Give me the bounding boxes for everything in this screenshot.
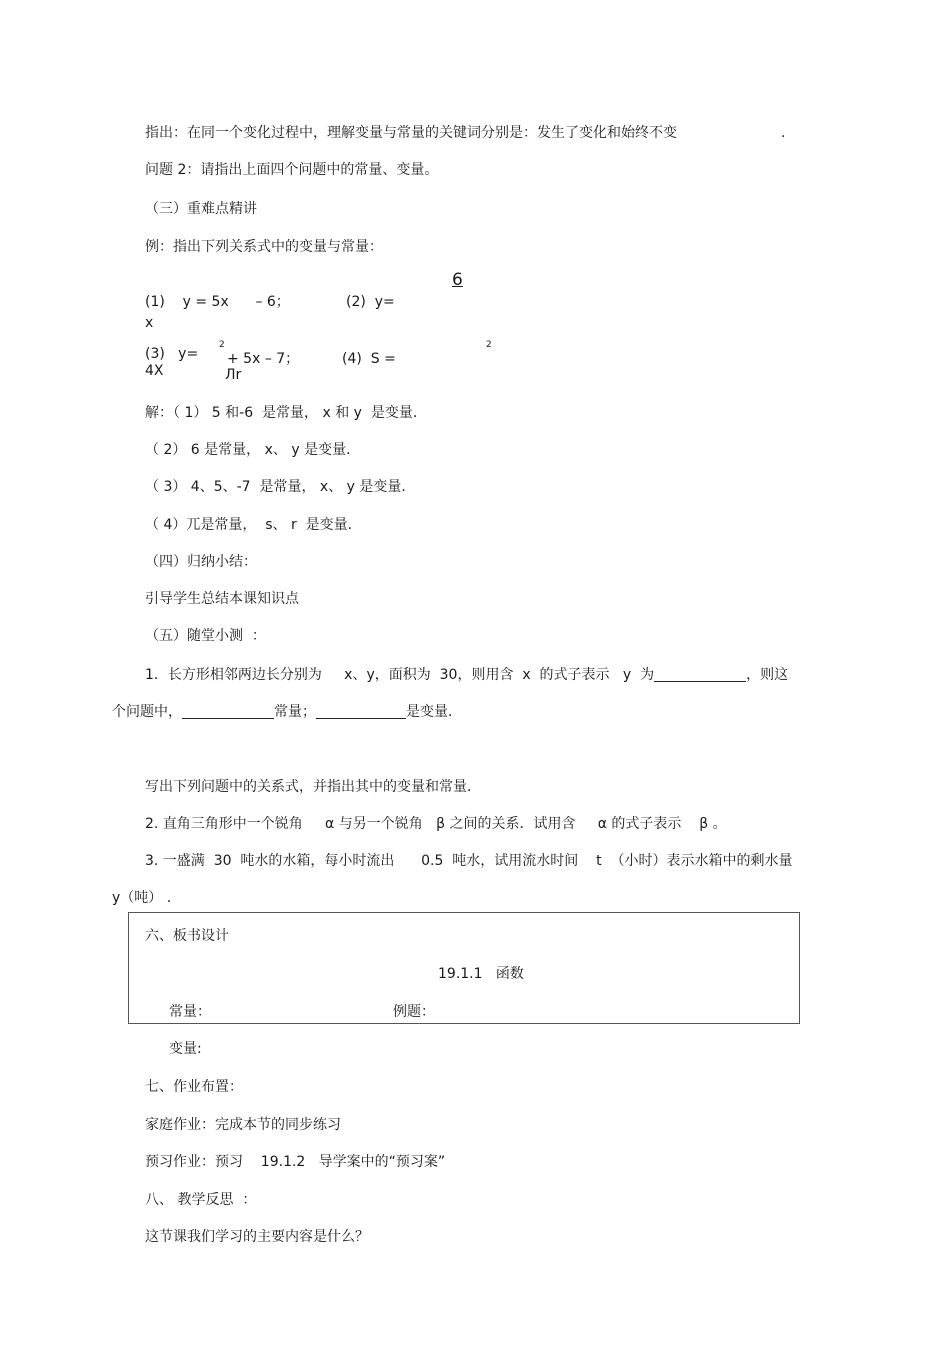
quiz-1-text-end: ，则这 (746, 667, 789, 683)
solution-2: （ 2） 6 是常量， x、 y 是变量． (145, 442, 361, 458)
board-constant-label: 常量： (169, 1004, 211, 1020)
quiz-3-line-1: 3. 一盛满 30 吨水的水箱，每小时流出 0.5 吨水，试用流水时间 t （小时）表示水箱中的剩水量 (145, 853, 793, 869)
quiz-1-blank-constant[interactable] (182, 704, 274, 719)
formula-2: (2) y= (346, 294, 395, 310)
reflection-question: 这节课我们学习的主要内容是什么？ (145, 1229, 369, 1245)
quiz-1-text-2: 个问题中， (112, 704, 182, 720)
formula-4-superscript: 2 (486, 340, 492, 350)
formula-3-tail: + 5x – 7； (227, 351, 300, 367)
intro-note-end: . (781, 125, 786, 141)
formula-3-superscript: 2 (219, 340, 225, 350)
homework-home: 家庭作业：完成本节的同步练习 (145, 1117, 341, 1133)
quiz-instructions: 写出下列问题中的关系式，并指出其中的变量和常量． (145, 779, 481, 795)
solution-3: （ 3） 4、5、-7 是常量， x、 y 是变量． (145, 479, 416, 495)
section-4-text: 引导学生总结本课知识点 (145, 591, 299, 607)
quiz-1-constant-label: 常量； (274, 704, 316, 720)
solution-4: （ 4）兀是常量， s、 r 是变量． (145, 517, 362, 533)
formula-2-denominator: x (145, 315, 154, 331)
formula-3: (3) y= (145, 346, 199, 362)
board-title: 六、板书设计 (145, 928, 229, 944)
board-heading: 19.1.1 函数 (438, 966, 524, 982)
quiz-2: 2. 直角三角形中一个锐角 α 与另一个锐角 β 之间的关系．试用含 α 的式子表示 β 。 (145, 816, 727, 832)
quiz-1-blank-variable[interactable] (316, 704, 406, 719)
quiz-1-line-2 (112, 704, 462, 719)
formula-2-numerator: 6 (452, 270, 463, 290)
quiz-1-line-1 (145, 667, 788, 682)
homework-preview: 预习作业：预习 19.1.2 导学案中的“预习案” (145, 1154, 446, 1170)
quiz-1-blank-expression[interactable] (654, 667, 746, 682)
formula-4: (4) S = (342, 351, 396, 367)
quiz-3-line-2: y（吨） . (112, 890, 172, 906)
quiz-1-text: 1．长方形相邻两边长分别为 x、y，面积为 30，则用含 x 的式子表示 y 为 (145, 667, 655, 683)
formula-1: (1) y = 5x – 6； (145, 294, 290, 310)
formula-4-pi-r: Лr (225, 367, 242, 383)
homework-title: 七、作业布置： (145, 1079, 243, 1095)
example-intro: 例：指出下列关系式中的变量与常量： (145, 239, 383, 255)
quiz-1-variable-label: 是变量． (406, 704, 462, 720)
reflection-title: 八、 教学反思 ： (145, 1192, 257, 1208)
board-variable-label: 变量: (169, 1041, 202, 1057)
solution-1: 解：（ 1） 5 和-6 是常量， x 和 y 是变量． (145, 405, 427, 421)
section-3-title: （三）重难点精讲 (145, 201, 257, 217)
board-example-label: 例题： (393, 1004, 435, 1020)
question-2: 问题 2：请指出上面四个问题中的常量、变量。 (145, 162, 439, 178)
intro-note: 指出：在同一个变化过程中，理解变量与常量的关键词分别是：发生了变化和始终不变 (145, 125, 677, 141)
section-4-title: （四）归纳小结： (145, 554, 257, 570)
section-5-title: （五）随堂小测 ： (145, 628, 266, 644)
formula-3-coefficient: 4X (145, 363, 164, 379)
